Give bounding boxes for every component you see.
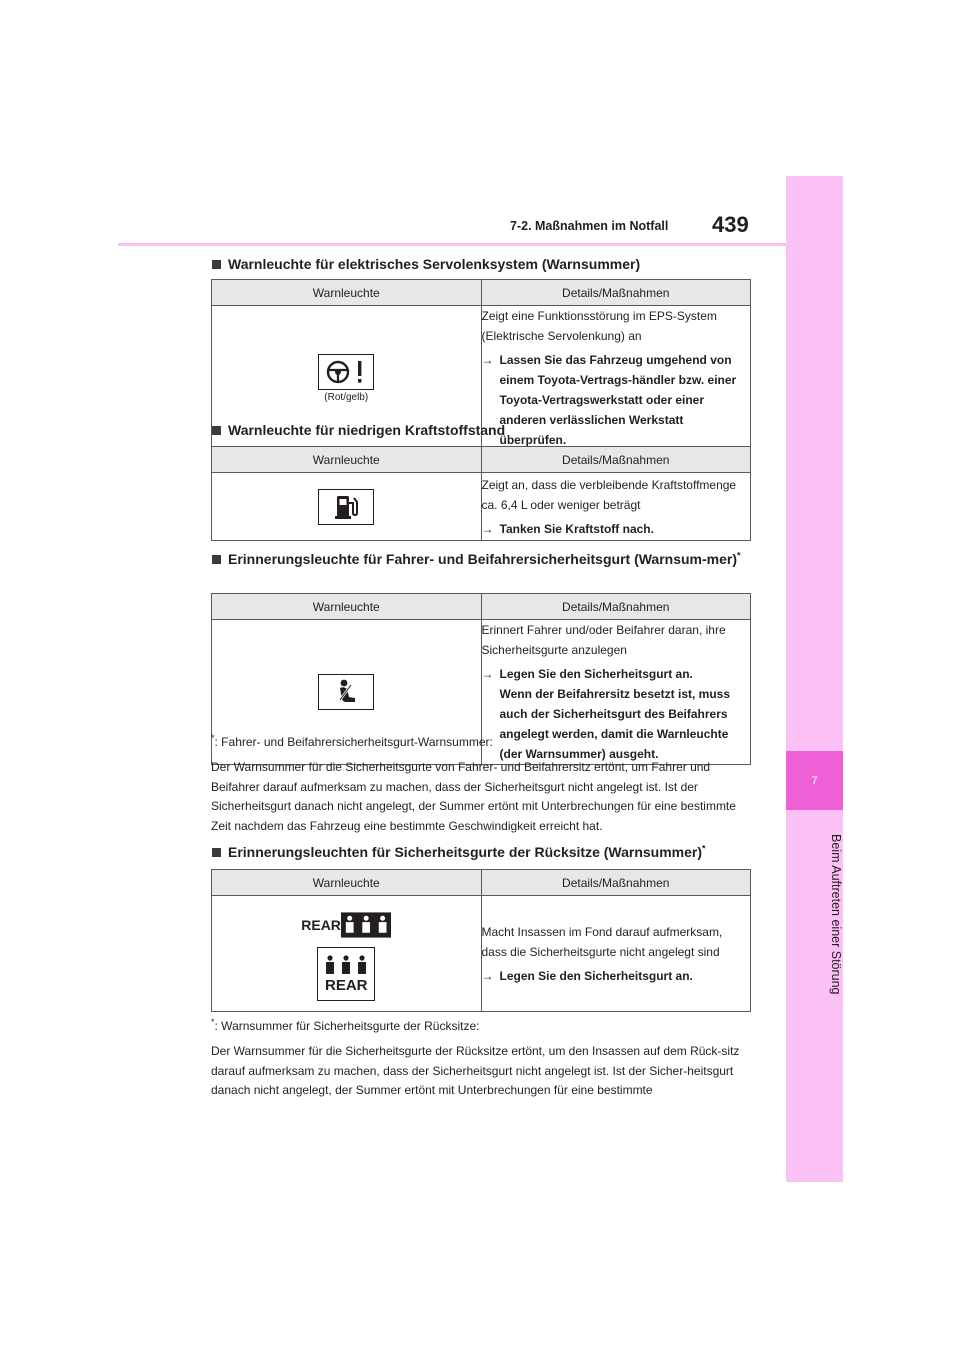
arrow-icon: → [481, 968, 494, 983]
arrow-icon: → [481, 521, 494, 536]
rear-belt-action-text: Legen Sie den Sicherheitsgurt an. [499, 968, 693, 983]
col-details: Details/Maßnahmen [481, 870, 751, 896]
front-belt-footnote-text: : Fahrer- und Beifahrersicherheitsgurt-Warnsummer: [214, 735, 493, 749]
front-belt-action-line2: Wenn der Beifahrersitz besetzt ist, muss auch der Sicherheitsgurt des Beifahrers angelegt werden, damit die Warnleuchte (der Warnsummer) ausgeht. [499, 687, 731, 761]
page-number: 439 [712, 212, 749, 237]
rear-belt-icon-cell [212, 896, 482, 1012]
seatbelt-icon [318, 674, 374, 710]
eps-heading [212, 254, 748, 274]
chapter-title: Beim Auftreten einer Störung [829, 833, 843, 995]
header-rule [118, 243, 786, 246]
front-belt-title: Erinnerungsleuchte für Fahrer- und Beifahrersicherheitsgurt (Warnsum-mer) [228, 551, 738, 567]
fuel-pump-icon [318, 489, 374, 525]
arrow-icon: → [481, 353, 494, 367]
front-belt-footnote [211, 733, 751, 753]
footnote-marker: * [211, 1017, 215, 1027]
rear-belt-footnote [211, 1017, 751, 1037]
rear-belt-title: Erinnerungsleuchten für Sicherheitsgurte der Rücksitze (Warnsummer) [228, 844, 703, 860]
arrow-icon: → [481, 667, 494, 681]
col-details: Details/Maßnahmen [481, 594, 751, 620]
rear-belt-footnote-text: : Warnsummer für Sicherheitsgurte der Rücksitze: [214, 1019, 480, 1033]
rear-belt-heading-text [228, 842, 768, 862]
rear-belt-heading [212, 842, 768, 862]
rear-belt-paragraph: Der Warnsummer für die Sicherheitsgurte der Rücksitze ertönt, um den Insassen auf dem Rück-sitz darauf aufmerksam zu machen, dass der Sicherheitsgurt nicht angelegt ist. Ist der Sicher-heitsgurt danach nicht angelegt, der Summer ertönt mit Unterbrechungen für eine bestimmte [211, 1044, 740, 1097]
fuel-table [211, 446, 751, 541]
rear-label: REAR [301, 916, 341, 933]
rear-seatbelt-square-icon [317, 947, 375, 1001]
front-belt-paragraph: Der Warnsummer für die Sicherheitsgurte von Fahrer- und Beifahrersitz ertönt, um Fahrer und Beifahrer darauf aufmerksam zu machen, dass der Sicherheitsgurt nicht angelegt ist. Ist der Sicherheitsgurt danach nicht angelegt, der Summer ertönt mit Unterbrechungen für eine bestimmte Zeit nachdem das Fahrzeug eine bestimmte Geschwindigkeit erreicht hat. [211, 760, 736, 833]
side-tab [786, 176, 843, 1182]
fuel-action [482, 519, 751, 539]
bullet-square-icon [212, 848, 221, 857]
rear-seatbelt-wide-icon [301, 907, 391, 943]
eps-icon-caption: (Rot/gelb) [324, 391, 369, 403]
rear-belt-table [211, 869, 751, 1012]
footnote-marker: * [702, 843, 706, 854]
front-belt-heading-text [228, 549, 748, 569]
chapter-number: 7 [786, 751, 843, 810]
bullet-square-icon [212, 555, 221, 564]
section-header: 7-2. Maßnahmen im Notfall [510, 219, 669, 233]
bullet-square-icon [212, 260, 221, 269]
col-warnleuchte: Warnleuchte [212, 447, 482, 473]
steering-warning-icon [318, 354, 374, 390]
col-warnleuchte: Warnleuchte [212, 870, 482, 896]
col-details: Details/Maßnahmen [481, 280, 751, 306]
col-warnleuchte: Warnleuchte [212, 280, 482, 306]
front-belt-heading [212, 549, 748, 569]
bullet-square-icon [212, 426, 221, 435]
rear-label: REAR [324, 977, 368, 994]
eps-heading-text: Warnleuchte für elektrisches Servolenksystem (Warnsummer) [228, 256, 641, 272]
col-warnleuchte: Warnleuchte [212, 594, 482, 620]
fuel-action-text: Tanken Sie Kraftstoff nach. [499, 521, 654, 536]
front-belt-detail: Erinnert Fahrer und/oder Beifahrer daran, ihre Sicherheitsgurte anzulegen [481, 623, 726, 657]
rear-belt-detail: Macht Insassen im Fond darauf aufmerksam, dass die Sicherheitsgurte nicht angelegt sind [481, 924, 723, 959]
fuel-desc-cell [481, 473, 751, 541]
front-belt-action-line1: Legen Sie den Sicherheitsgurt an. [499, 667, 693, 681]
fuel-icon-cell [212, 473, 482, 541]
rear-belt-desc-cell [481, 896, 751, 1012]
eps-detail: Zeigt eine Funktionsstörung im EPS-System (Elektrische Servolenkung) an [481, 309, 717, 343]
rear-belt-action [482, 966, 751, 986]
fuel-heading-text: Warnleuchte für niedrigen Kraftstoffstand [228, 422, 506, 438]
eps-action-text: Lassen Sie das Fahrzeug umgehend von einem Toyota-Vertrags-händler bzw. einer Toyota-Vertragswerkstatt oder einer anderen verlässlichen Werkstatt überprüfen. [499, 353, 737, 447]
fuel-heading [212, 420, 748, 440]
col-details: Details/Maßnahmen [481, 447, 751, 473]
fuel-detail: Zeigt an, dass die verbleibende Kraftstoffmenge ca. 6,4 L oder weniger beträgt [481, 477, 737, 512]
footnote-marker: * [211, 733, 215, 743]
footnote-marker: * [737, 550, 741, 561]
